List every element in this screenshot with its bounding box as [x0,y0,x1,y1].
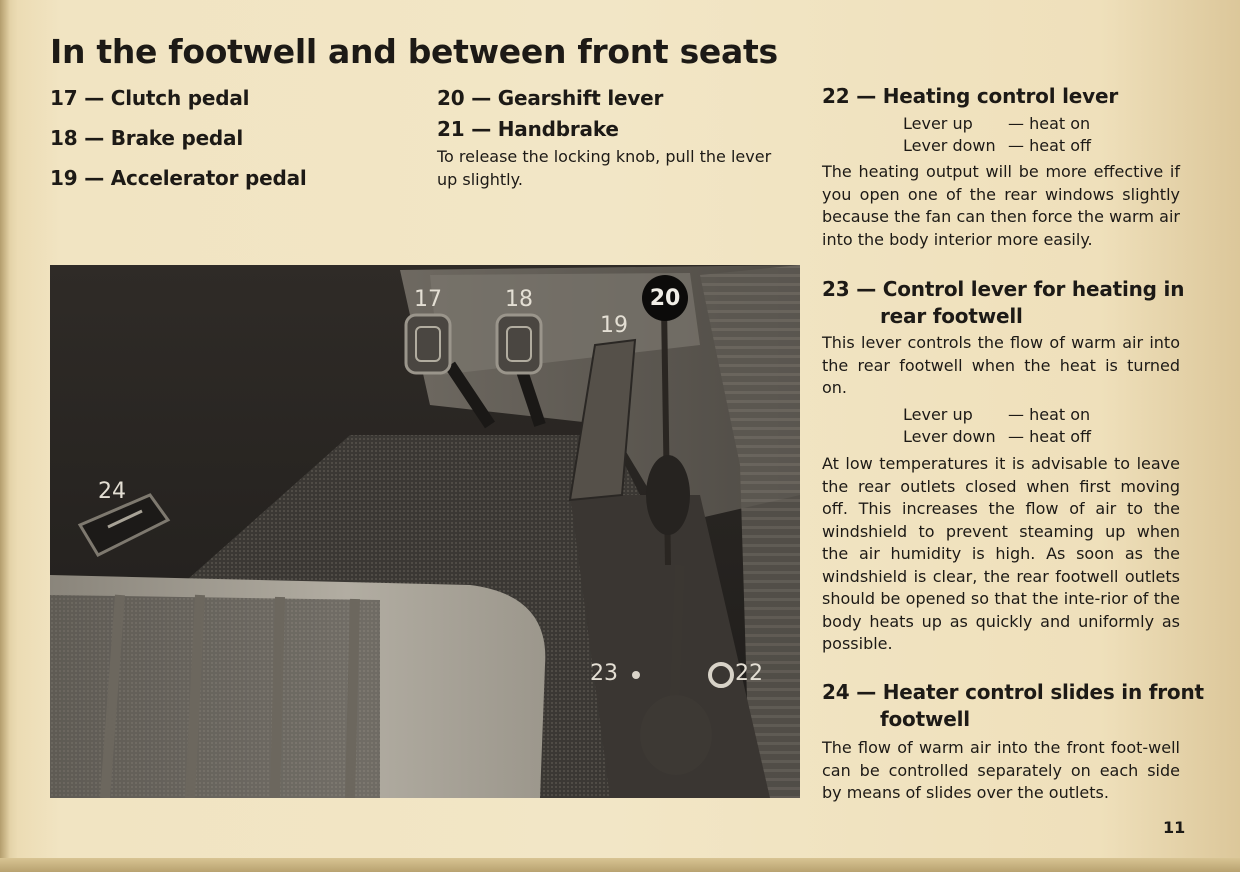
callout-17: 17 [414,287,442,312]
page-bottom-edge [0,858,1240,872]
page-left-edge [0,0,10,872]
item-22-setting-up-position: Lever up [903,114,973,133]
footwell-photo-illustration [50,265,800,798]
item-19-accelerator-pedal: 19 — Accelerator pedal [50,166,307,190]
callout-20: 20 [642,275,688,321]
item-23-description: This lever controls the flow of warm air into the rear footwell when the heat is turned on. [822,333,1180,397]
item-22-setting-up-state: — heat on [1008,114,1091,133]
callout-19: 19 [600,313,628,338]
item-24-description: The flow of warm air into the front foot-well can be controlled separately on each side by means of slides over the outlets. [822,738,1180,802]
item-24-title-line-2: footwell [880,707,970,731]
item-23-title-line-1: 23 — Control lever for heating in [822,277,1185,301]
item-23-advice: At low temperatures it is advisable to leave the rear outlets closed when first moving off. This increases the flow of air to the windshield to prevent steaming up when the air humidity is high. As soon as the windshield is clear, the rear footwell outlets should be opened so that the inte-rior of the body heats up as quickly and uniformly as possible. [822,454,1180,653]
item-22-title: 22 — Heating control lever [822,84,1118,108]
item-23-setting-down-position: Lever down [903,427,996,446]
handbrake-text-line-2: up slightly. [437,170,523,189]
item-23-title-line-2: rear footwell [880,304,1023,328]
item-22-setting-down-position: Lever down [903,136,996,155]
item-22-description: The heating output will be more effective if you open one of the rear windows slightly because the fan can then force the warm air into the body interior more easily. [822,162,1180,249]
callout-24: 24 [98,479,126,504]
item-17-clutch-pedal: 17 — Clutch pedal [50,86,250,110]
item-23-setting-up-position: Lever up [903,405,973,424]
page-number: 11 [1163,818,1186,837]
item-21-handbrake: 21 — Handbrake [437,117,619,141]
callout-22: 22 [735,661,763,686]
callout-18: 18 [505,287,533,312]
item-24-title-line-1: 24 — Heater control slides in front [822,680,1204,704]
page-title: In the footwell and between front seats [50,32,778,71]
item-23-setting-down-state: — heat off [1008,427,1092,446]
callout-23: 23 [590,661,618,686]
handbrake-text-line-1: To release the locking knob, pull the lever [437,147,772,166]
item-18-brake-pedal: 18 — Brake pedal [50,126,244,150]
item-22-setting-down-state: — heat off [1008,136,1092,155]
item-23-setting-up-state: — heat on [1008,405,1091,424]
footwell-photo [50,265,800,798]
item-20-gearshift-lever: 20 — Gearshift lever [437,86,664,110]
